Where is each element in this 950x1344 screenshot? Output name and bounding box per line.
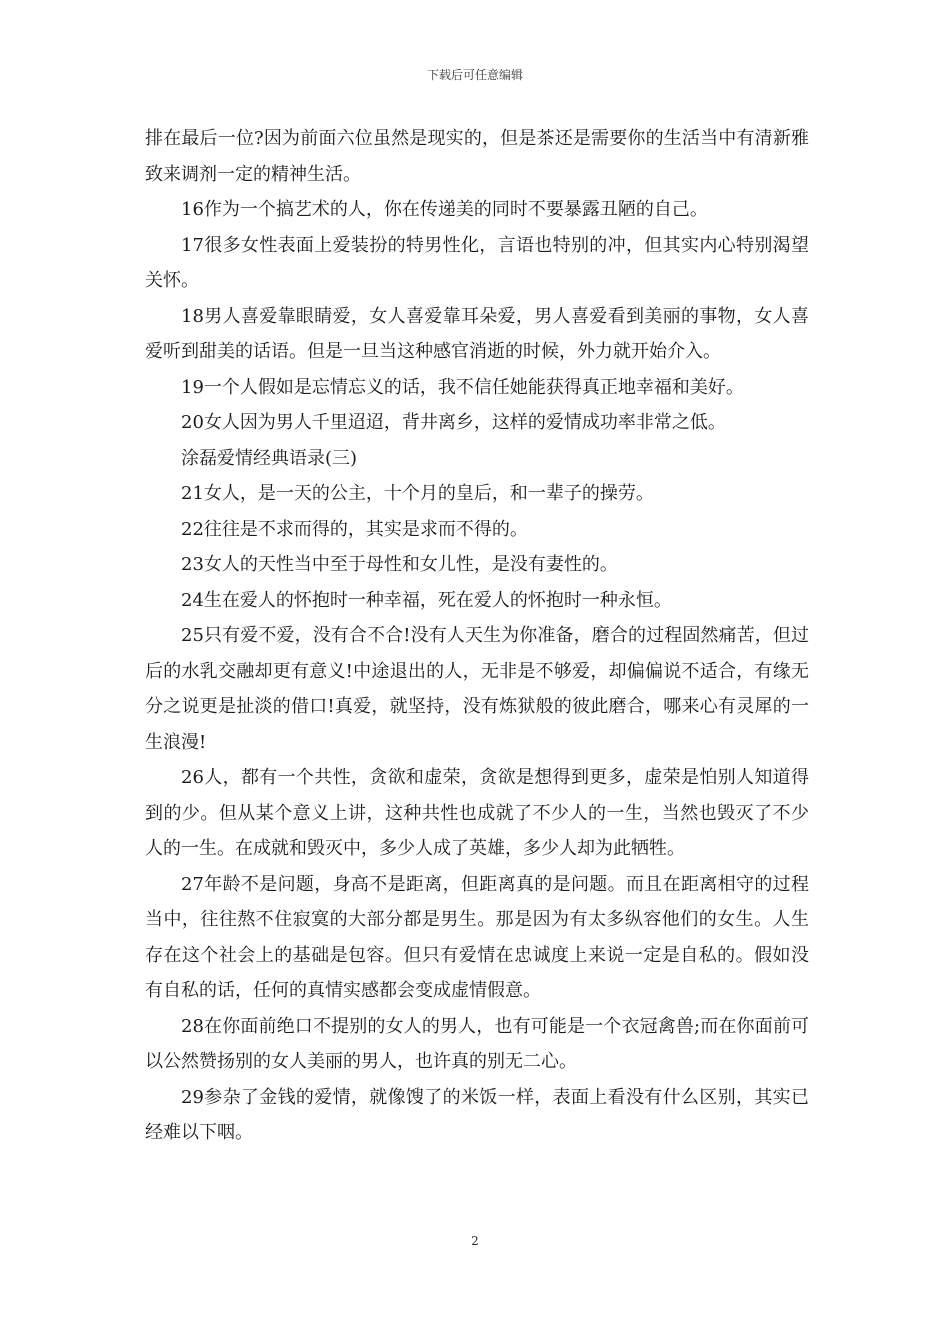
paragraph-continued: 排在最后一位?因为前面六位虽然是现实的，但是茶还是需要你的生活当中有清新雅致来调剂一定的精神生活。 (145, 128, 809, 185)
paragraph-25: 25只有爱不爱，没有合不合!没有人天生为你准备，磨合的过程固然痛苦，但过后的水乳交融却更有意义!中途退出的人，无非是不够爱，却偏偏说不适合，有缘无分之说更是扯淡的借口!真爱，就坚持，没有炼狱般的彼此磨合，哪来心有灵犀的一生浪漫! (145, 625, 809, 753)
paragraph-21: 21女人，是一天的公主，十个月的皇后，和一辈子的操劳。 (181, 483, 654, 504)
paragraph-23: 23女人的天性当中至于母性和女儿性，是没有妻性的。 (181, 554, 618, 575)
paragraph-27: 27年龄不是问题，身高不是距离，但距离真的是问题。而且在距离相守的过程当中，往往熬不住寂寞的大部分都是男生。那是因为有太多纵容他们的女生。人生存在这个社会上的基础是包容。但只有爱情在忠诚度上来说一定是自私的。假如没有自私的话，任何的真情实感都会变成虚情假意。 (145, 873, 809, 1001)
paragraph-24: 24生在爱人的怀抱时一种幸福，死在爱人的怀抱时一种永恒。 (181, 589, 672, 611)
paragraph-17: 17很多女性表面上爱装扮的特男性化，言语也特别的冲，但其实内心特别渴望关怀。 (145, 234, 809, 291)
document-body (145, 121, 809, 1151)
paragraph-28: 28在你面前绝口不提别的女人的男人，也有可能是一个衣冠禽兽;而在你面前可以公然赞扬别的女人美丽的男人，也许真的别无二心。 (145, 1015, 809, 1072)
paragraph-26: 26人，都有一个共性，贪欲和虚荣，贪欲是想得到更多，虚荣是怕别人知道得到的少。但从某个意义上讲，这种共性也成就了不少人的一生，当然也毁灭了不少人的一生。在成就和毁灭中，多少人成了英雄，多少人却为此牺牲。 (145, 767, 809, 859)
paragraph-19: 19一个人假如是忘情忘义的话，我不信任她能获得真正地幸福和美好。 (181, 376, 744, 398)
paragraph-29: 29参杂了金钱的爱情，就像馊了的米饭一样，表面上看没有什么区别，其实已经难以下咽。 (145, 1086, 809, 1143)
paragraph-20: 20女人因为男人千里迢迢，背井离乡，这样的爱情成功率非常之低。 (181, 412, 726, 433)
page-number: 2 (471, 1234, 479, 1248)
paragraph-16: 16作为一个搞艺术的人，你在传递美的同时不要暴露丑陋的自己。 (181, 199, 708, 220)
section-heading: 涂磊爱情经典语录(三) (181, 447, 358, 469)
page-header: 下载后可任意编辑 (426, 68, 523, 82)
paragraph-22: 22往往是不求而得的，其实是求而不得的。 (181, 518, 528, 540)
paragraph-18: 18男人喜爱靠眼睛爱，女人喜爱靠耳朵爱，男人喜爱看到美丽的事物，女人喜爱听到甜美的话语。但是一旦当这种感官消逝的时候，外力就开始介入。 (145, 305, 809, 362)
